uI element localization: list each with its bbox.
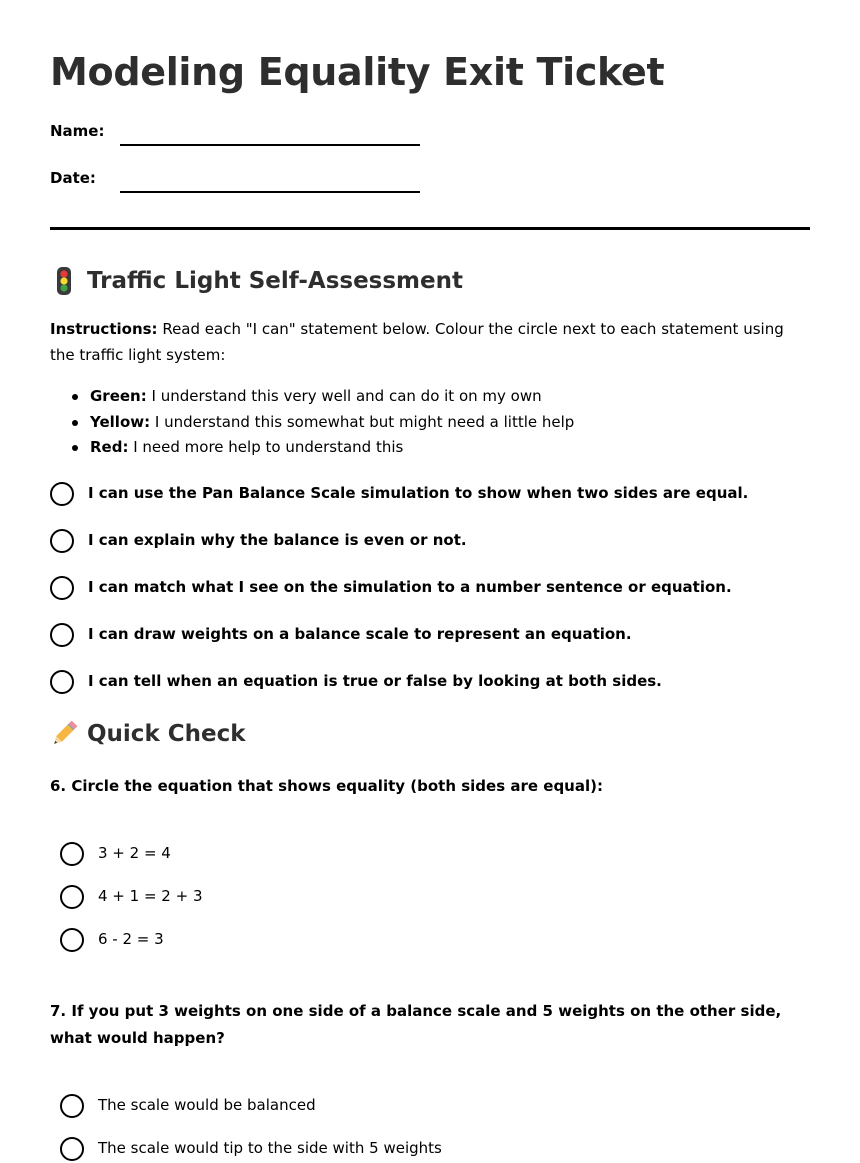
page-title: Modeling Equality Exit Ticket (50, 50, 665, 94)
statement-row (50, 670, 810, 696)
option-text: 4 + 1 = 2 + 3 (98, 887, 203, 905)
statement-row (50, 623, 810, 649)
option-text: The scale would tip to the side with 5 weights (98, 1139, 442, 1157)
statement-text: I can use the Pan Balance Scale simulation to show when two sides are equal. (88, 484, 749, 502)
header-divider (50, 227, 810, 230)
q6-option (60, 885, 760, 911)
statement-circle[interactable] (50, 529, 74, 553)
option-text: The scale would be balanced (98, 1096, 316, 1114)
q7-option (60, 1137, 760, 1163)
legend-text-green: I understand this very well and can do it on my own (146, 387, 542, 405)
statement-row (50, 576, 810, 602)
instructions-text: Read each "I can" statement below. Colour the circle next to each statement using the traffic light system: (50, 320, 784, 364)
statement-text: I can match what I see on the simulation to a number sentence or equation. (88, 578, 732, 596)
instructions (50, 316, 810, 368)
statement-circle[interactable] (50, 576, 74, 600)
statement-circle[interactable] (50, 670, 74, 694)
name-input-line[interactable] (120, 144, 420, 146)
question-6: 6. Circle the equation that shows equality (both sides are equal): (50, 777, 603, 795)
quick-check-title: Quick Check (87, 721, 246, 747)
instructions-label: Instructions: (50, 320, 158, 338)
statement-row (50, 482, 810, 508)
question-7: 7. If you put 3 weights on one side of a balance scale and 5 weights on the other side, what would happen? (50, 1002, 782, 1047)
q6-option (60, 928, 760, 954)
legend-item-red (70, 435, 574, 461)
legend-label-yellow: Yellow: (90, 412, 151, 431)
option-circle[interactable] (60, 1094, 84, 1118)
statement-text: I can draw weights on a balance scale to represent an equation. (88, 625, 632, 643)
option-text: 3 + 2 = 4 (98, 844, 171, 862)
self-assessment-title: Traffic Light Self-Assessment (87, 268, 463, 294)
quick-check-heading (50, 719, 246, 749)
pencil-icon (50, 719, 78, 749)
legend-item-green (70, 384, 574, 410)
option-circle[interactable] (60, 885, 84, 909)
option-text: 6 - 2 = 3 (98, 930, 164, 948)
q6-option (60, 842, 760, 868)
legend-item-yellow (70, 410, 574, 436)
date-label: Date: (50, 169, 96, 187)
statement-text: I can explain why the balance is even or not. (88, 531, 467, 549)
statement-circle[interactable] (50, 482, 74, 506)
name-label: Name: (50, 122, 105, 140)
legend-text-yellow: I understand this somewhat but might need a little help (150, 412, 575, 431)
traffic-light-legend (70, 384, 574, 461)
legend-text-red: I need more help to understand this (128, 438, 404, 456)
legend-label-green: Green: (90, 387, 147, 405)
date-field-row (50, 169, 470, 199)
date-input-line[interactable] (120, 191, 420, 193)
traffic-light-icon (50, 266, 78, 296)
statement-text: I can tell when an equation is true or false by looking at both sides. (88, 672, 662, 690)
legend-label-red: Red: (90, 438, 129, 456)
statement-row (50, 529, 810, 555)
option-circle[interactable] (60, 842, 84, 866)
option-circle[interactable] (60, 1137, 84, 1161)
option-circle[interactable] (60, 928, 84, 952)
name-field-row (50, 122, 470, 152)
statement-circle[interactable] (50, 623, 74, 647)
self-assessment-heading (50, 266, 463, 296)
q7-option (60, 1094, 760, 1120)
